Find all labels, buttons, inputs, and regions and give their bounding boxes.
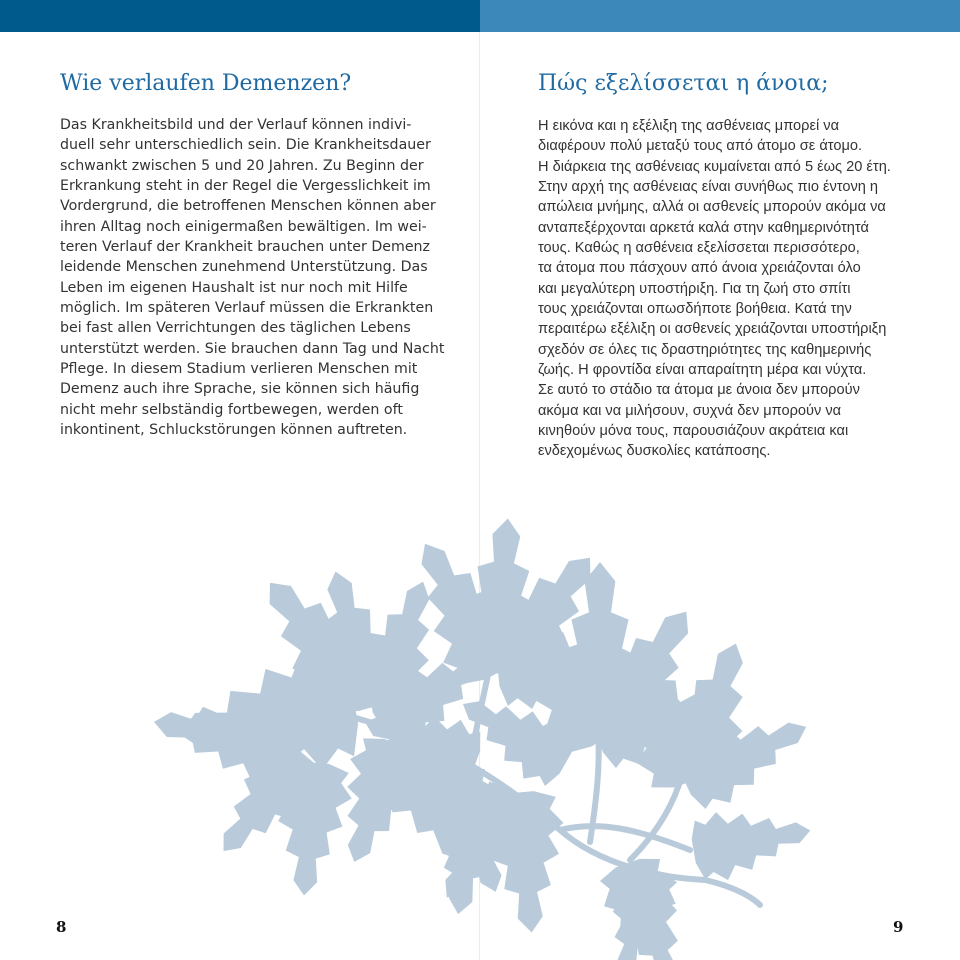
text-line: unterstützt werden. Sie brauchen dann Tag und Nacht [60, 340, 445, 357]
text-line: Σε αυτό το στάδιο τα άτομα με άνοια δεν μπορούν [538, 382, 860, 399]
text-line: nicht mehr selbständig fortbewegen, werden oft [60, 401, 403, 418]
text-line: möglich. Im späteren Verlauf müssen die Erkrankten [60, 299, 434, 316]
text-line: Pflege. In diesem Stadium verlieren Menschen mit [60, 360, 418, 377]
text-line: Leben im eigenen Haushalt ist nur noch mit Hilfe [60, 279, 408, 296]
page-number-left: 8 [56, 918, 67, 936]
text-line: ανταπεξέρχονται αρκετά καλά στην καθημερινότητά [538, 219, 869, 236]
text-line: Vordergrund, die betroffenen Menschen können aber [60, 198, 436, 215]
text-line: teren Verlauf der Krankheit brauchen unter Demenz [60, 238, 430, 255]
body-text-german [60, 115, 444, 440]
text-line: leidende Menschen zunehmend Unterstützung. Das [60, 259, 428, 276]
text-line: τους. Καθώς η ασθένεια εξελίσσεται περισσότερο, [538, 239, 860, 256]
page-heading-german: Wie verlaufen Demenzen? [60, 71, 352, 96]
text-line: απώλεια μνήμης, αλλά οι ασθενείς μπορούν ακόμα να [538, 199, 886, 216]
text-line: ακόμα και να μιλήσουν, συχνά δεν μπορούν να [538, 402, 842, 419]
page-heading-greek: Πώς εξελίσσεται η άνοια; [538, 71, 829, 96]
text-line: Das Krankheitsbild und der Verlauf können indivi- [60, 117, 412, 133]
text-line: διαφέρουν πολύ μεταξύ τους από άτομο σε άτομο. [538, 138, 863, 155]
text-line: περαιτέρω εξέλιξη οι ασθενείς χρειάζονται υποστήριξη [538, 321, 887, 338]
text-line: Η διάρκεια της ασθένειας κυμαίνεται από 5 έως 20 έτη. [538, 158, 891, 175]
text-line: ενδεχομένως δυσκολίες κατάποσης. [538, 443, 771, 460]
text-line: σχεδόν σε όλες τις δραστηριότητες της καθημερινής [538, 341, 872, 358]
text-line: τα άτομα που πάσχουν από άνοια χρειάζονται όλο [538, 260, 861, 277]
text-line: schwankt zwischen 5 und 20 Jahren. Zu Beginn der [60, 157, 424, 174]
text-line: bei fast allen Verrichtungen des täglichen Lebens [60, 320, 411, 337]
text-line: Demenz auch ihre Sprache, sie können sich häufig [60, 381, 420, 398]
text-line: κινηθούν μόνα τους, παρουσιάζουν ακράτεια και [538, 422, 849, 439]
text-line: ζωής. Η φροντίδα είναι απαραίτητη μέρα και νύχτα. [538, 361, 867, 378]
text-line: τους χρειάζονται οπωσδήποτε βοήθεια. Κατά την [538, 300, 852, 317]
text-line: Erkrankung steht in der Regel die Vergesslichkeit im [60, 177, 431, 194]
text-line: Στην αρχή της ασθένειας είναι συνήθως πιο έντονη η [538, 178, 879, 195]
text-line: inkontinent, Schluckstörungen können auftreten. [60, 421, 408, 438]
text-line: Η εικόνα και η εξέλιξη της ασθένειας μπορεί να [538, 118, 840, 134]
page-number-right: 9 [893, 918, 904, 936]
body-text-greek [538, 116, 891, 462]
text-line: ihren Alltag noch einigermaßen bewältigen. Im wei- [60, 218, 427, 235]
text-line: και μεγαλύτερη υποστήριξη. Για τη ζωή στο σπίτι [538, 280, 851, 297]
text-line: duell sehr unterschiedlich sein. Die Krankheitsdauer [60, 137, 431, 154]
leaf-cluster [147, 515, 822, 960]
